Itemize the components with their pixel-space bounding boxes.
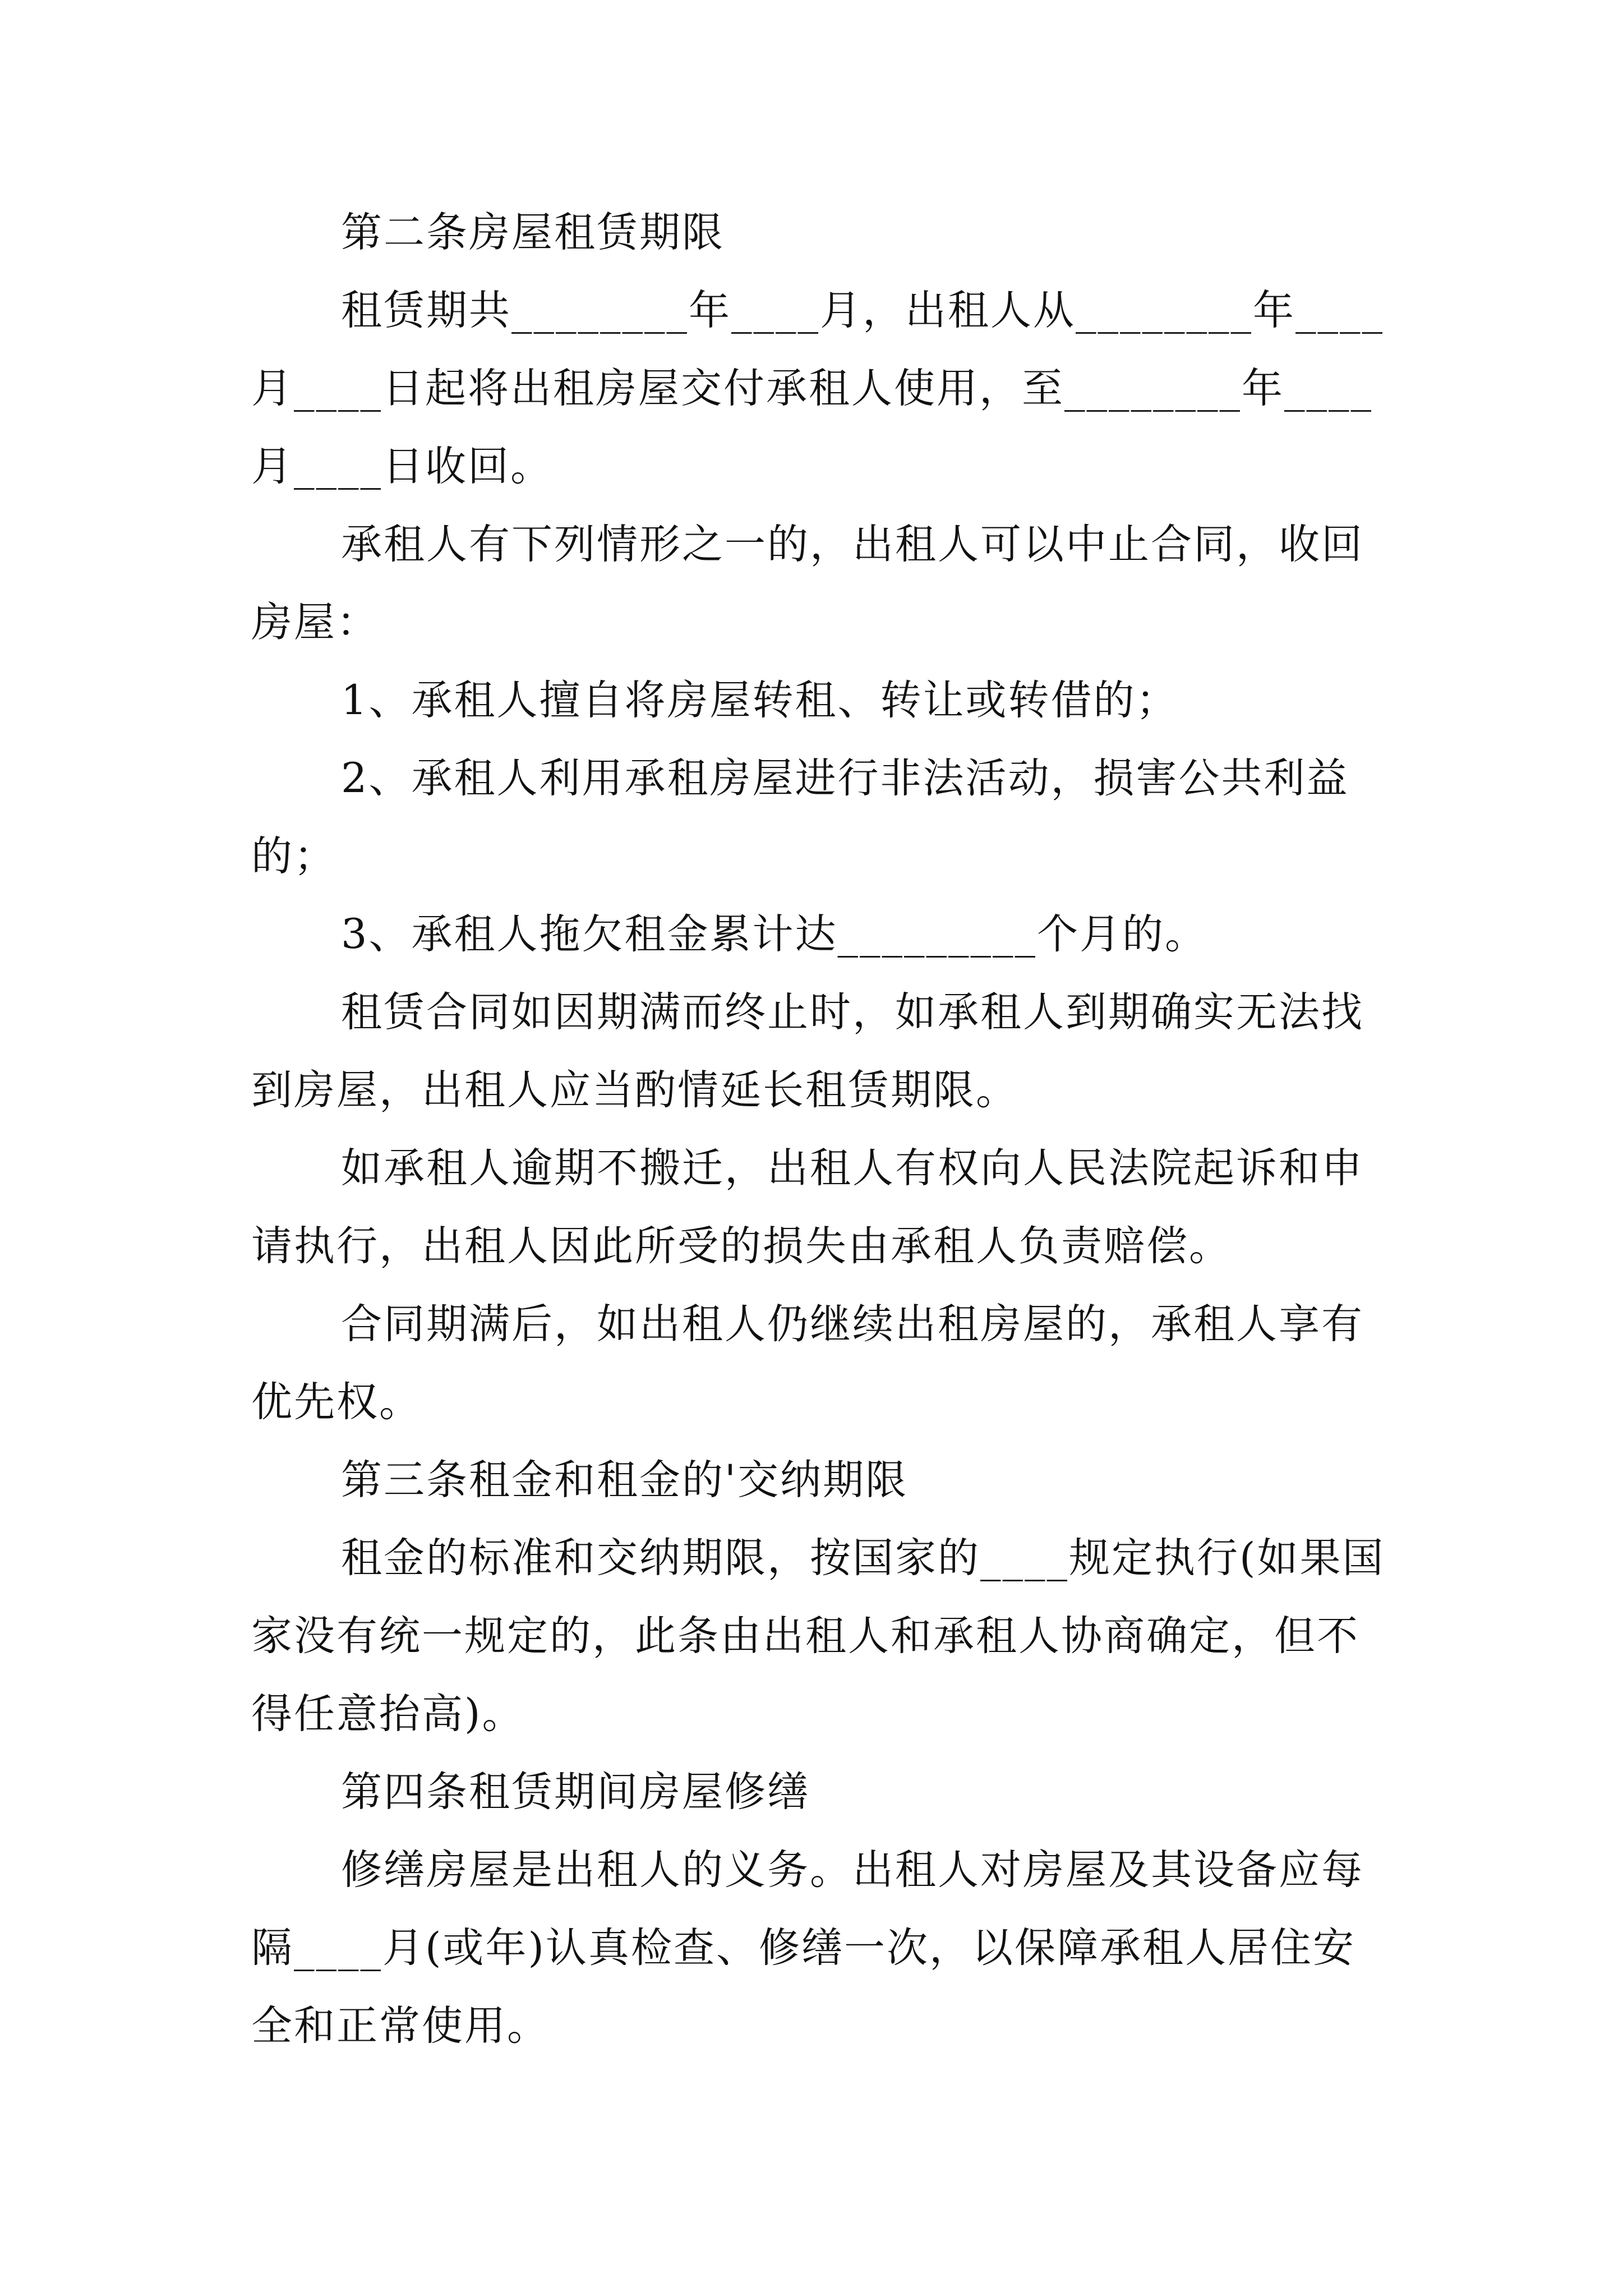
list-item-2: 2、承租人利用承租房屋进行非法活动，损害公共利益的；: [251, 754, 1349, 880]
paragraph-extension: 租赁合同如因期满而终止时，如承租人到期确实无法找到房屋，出租人应当酌情延长租赁期限。: [251, 988, 1364, 1114]
section-heading-repairs: 第四条租赁期间房屋修缮: [341, 1768, 810, 1816]
paragraph-overdue-relocation: 如承租人逾期不搬迁，出租人有权向人民法院起诉和申请执行，出租人因此所受的损失由承租人负责赔偿。: [251, 1144, 1364, 1270]
section-heading-rent-payment: 第三条租金和租金的'交纳期限: [341, 1456, 909, 1504]
paragraph-termination-conditions: 承租人有下列情形之一的，出租人可以中止合同，收回房屋：: [251, 521, 1364, 646]
document-body: [251, 194, 1389, 2065]
paragraph-repair-obligation: 修缮房屋是出租人的义务。出租人对房屋及其设备应每隔____月(或年)认真检查、修缮一次，以保障承租人居住安全和正常使用。: [251, 1846, 1364, 2050]
paragraph-rent-standard: 租金的标准和交纳期限，按国家的____规定执行(如果国家没有统一规定的，此条由出租人和承租人协商确定，但不得任意抬高)。: [251, 1534, 1385, 1738]
list-item-3: 3、承租人拖欠租金累计达_________个月的。: [341, 910, 1207, 958]
paragraph-lease-period: 租赁期共________年____月，出租人从________年____月____日起将出租房屋交付承租人使用，至________年____月____日收回。: [251, 287, 1384, 490]
section-heading-lease-term: 第二条房屋租赁期限: [341, 209, 725, 256]
list-item-1: 1、承租人擅自将房屋转租、转让或转借的；: [341, 677, 1179, 724]
paragraph-priority-right: 合同期满后，如出租人仍继续出租房屋的，承租人享有优先权。: [251, 1300, 1364, 1426]
